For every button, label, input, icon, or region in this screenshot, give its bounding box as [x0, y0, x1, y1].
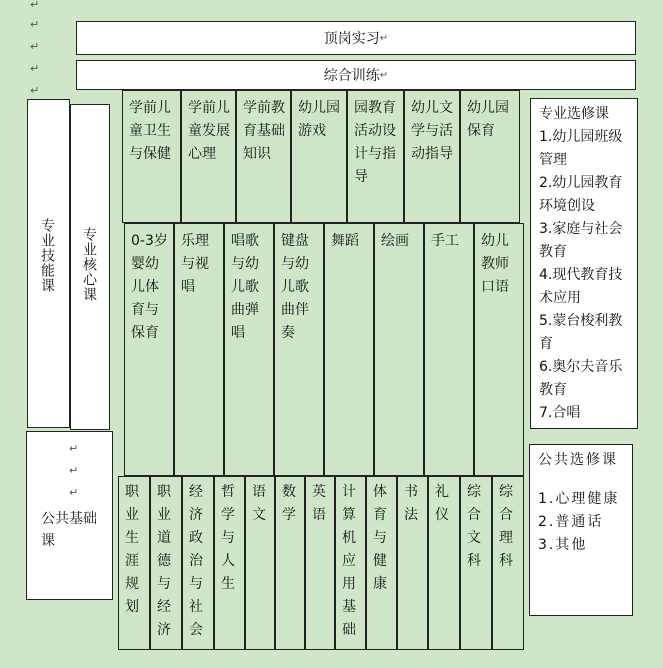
course-name: 综合理科 — [499, 484, 513, 569]
professional-electives-list — [531, 99, 637, 429]
course-name: 数学 — [282, 484, 296, 523]
course-name: 书法 — [404, 484, 418, 523]
paragraph-mark: ↵ — [30, 62, 40, 75]
paragraph-mark: ↵ — [69, 486, 79, 499]
course-name: 幼儿园游戏 — [298, 100, 340, 139]
elective-item: 1.心理健康 — [538, 491, 620, 507]
course-name: 综合文科 — [467, 484, 481, 569]
course-cell — [245, 476, 275, 650]
course-cell — [366, 476, 397, 650]
course-name: 语文 — [252, 484, 266, 523]
course-cell — [428, 476, 460, 650]
course-name: 幼儿园保育 — [467, 100, 509, 139]
course-cell — [181, 90, 236, 223]
paragraph-mark: ↵ — [30, 84, 40, 97]
course-cell — [474, 223, 524, 476]
course-cell — [347, 90, 404, 223]
course-name: 英语 — [312, 484, 326, 523]
course-cell — [236, 90, 291, 223]
course-cell — [124, 223, 174, 476]
course-name: 0-3岁婴幼儿体育与保育 — [131, 233, 168, 341]
course-cell — [275, 476, 305, 650]
course-cell — [492, 476, 524, 650]
course-name: 幼儿教师口语 — [481, 233, 509, 295]
elective-item: 4.现代教育技术应用 — [539, 267, 623, 306]
electives-title: 专业选修课 — [539, 106, 609, 122]
training-label: 综合训练 — [323, 68, 380, 84]
course-name: 手工 — [431, 233, 459, 249]
course-name: 职业道德与经济 — [157, 484, 171, 638]
course-name: 舞蹈 — [331, 233, 359, 249]
elective-item: 3.其他 — [538, 537, 588, 553]
paragraph-mark: ↵ — [379, 32, 389, 44]
elective-item: 1.幼儿园班级管理 — [539, 129, 623, 168]
public-electives-list — [530, 445, 632, 561]
paragraph-mark: ↵ — [30, 18, 40, 31]
course-cell — [118, 476, 150, 650]
public-electives-title: 公共选修课 — [538, 452, 618, 468]
course-name: 绘画 — [381, 233, 409, 249]
course-cell — [224, 223, 274, 476]
core-course-label: 专业核心课 — [81, 227, 97, 302]
course-cell — [335, 476, 366, 650]
course-name: 园教育活动设计与指导 — [354, 100, 396, 185]
course-name: 职业生涯规划 — [125, 484, 139, 615]
internship-bar — [76, 21, 636, 55]
course-name: 幼儿文学与活动指导 — [411, 100, 453, 162]
public-basic-box — [26, 431, 113, 600]
course-name: 学前教育基础知识 — [243, 100, 285, 162]
elective-item: 2.幼儿园教育环境创设 — [539, 175, 623, 214]
course-name: 经济政治与社会 — [189, 484, 203, 638]
skills-course-label: 专业技能课 — [39, 218, 55, 293]
internship-label: 顶岗实习 — [323, 31, 380, 47]
course-name: 计算机应用基础 — [342, 484, 356, 638]
course-cell — [460, 476, 492, 650]
training-bar — [76, 60, 636, 90]
elective-item: 3.家庭与社会教育 — [539, 221, 623, 260]
paragraph-mark: ↵ — [69, 442, 79, 455]
course-cell — [214, 476, 245, 650]
course-name: 键盘与幼儿歌曲伴奏 — [281, 233, 309, 341]
elective-item: 2.普通话 — [538, 514, 604, 530]
paragraph-mark: ↵ — [379, 69, 389, 81]
course-cell — [424, 223, 474, 476]
course-name: 学前儿童卫生与保健 — [129, 100, 171, 162]
course-name: 唱歌与幼儿歌曲弹唱 — [231, 233, 259, 341]
public-basic-label: 公共基础课 — [41, 511, 97, 549]
course-cell — [460, 90, 520, 223]
course-cell — [174, 223, 224, 476]
course-cell — [274, 223, 324, 476]
paragraph-mark: ↵ — [69, 464, 79, 477]
course-cell — [397, 476, 428, 650]
paragraph-mark: ↵ — [30, 40, 40, 53]
course-cell — [404, 90, 460, 223]
elective-item: 6.奥尔夫音乐教育 — [539, 359, 623, 398]
course-name: 乐理与视唱 — [181, 233, 209, 295]
course-name: 礼仪 — [435, 484, 449, 523]
paragraph-mark: ↵ — [30, 0, 40, 11]
course-name: 体育与健康 — [373, 484, 387, 592]
course-cell — [374, 223, 424, 476]
course-cell — [291, 90, 347, 223]
elective-item: 7.合唱 — [539, 405, 581, 421]
course-cell — [122, 90, 181, 223]
course-cell — [305, 476, 335, 650]
course-cell — [182, 476, 214, 650]
course-cell — [324, 223, 374, 476]
professional-electives-box — [530, 98, 638, 429]
course-cell — [150, 476, 182, 650]
elective-item: 5.蒙台梭利教育 — [539, 313, 623, 352]
skills-course-box — [27, 99, 70, 428]
course-name: 学前儿童发展心理 — [188, 100, 230, 162]
core-course-box — [70, 104, 110, 430]
course-name: 哲学与人生 — [221, 484, 235, 592]
public-electives-box — [529, 444, 633, 616]
